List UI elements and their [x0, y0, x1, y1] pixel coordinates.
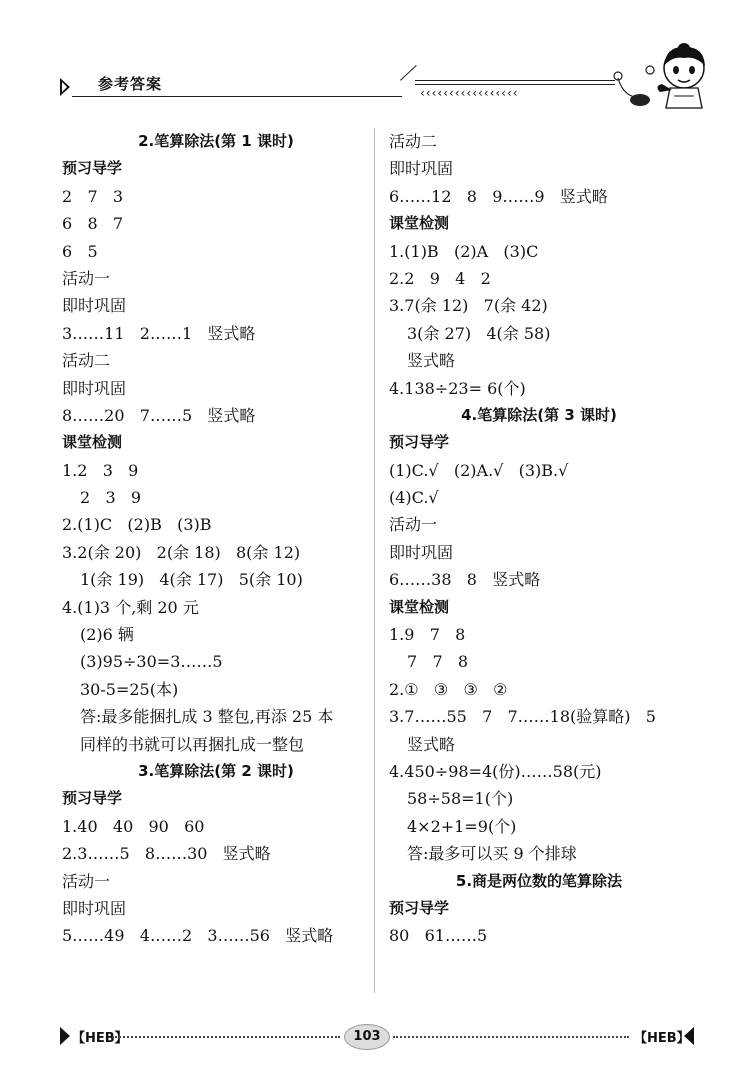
answer-line: 4.(1)3 个,剩 20 元: [62, 597, 199, 617]
answer-line: 竖式略: [407, 351, 456, 371]
answer-line: 2 7 3: [62, 186, 124, 206]
footer-dotted-rule-left: [112, 1036, 340, 1038]
answer-line: 6……38 8 竖式略: [389, 570, 541, 590]
header-rule: [72, 96, 402, 97]
answer-line: 5……49 4……2 3……56 竖式略: [62, 926, 334, 946]
answer-line: (1)C.√ (2)A.√ (3)B.√: [389, 460, 569, 480]
answer-line: 3(余 27) 4(余 58): [407, 323, 551, 343]
footer-tag-left: 【HEB】: [72, 1031, 128, 1046]
answer-line: (3)95÷30=3……5: [80, 652, 223, 672]
answer-line: 30-5=25(本): [80, 679, 179, 699]
answer-line: 活动二: [389, 132, 438, 151]
section-title: 4.笔算除法(第 3 课时): [461, 405, 617, 424]
answer-line: 8……20 7……5 竖式略: [62, 405, 256, 425]
footer-arrow-right-icon: [684, 1027, 694, 1045]
answer-line: 即时巩固: [62, 898, 127, 918]
footer-arrow-icon: [60, 1027, 70, 1045]
answer-line: 活动一: [62, 871, 111, 891]
answer-line: 6……12 8 9……9 竖式略: [389, 186, 608, 206]
answer-line: 答:最多能捆扎成 3 整包,再添 25 本: [80, 707, 334, 727]
answer-line: 2.(1)C (2)B (3)B: [62, 515, 212, 535]
section-title: 2.笔算除法(第 1 课时): [138, 132, 294, 150]
answer-line: 3.7……55 7 7……18(验算略) 5: [389, 707, 656, 727]
answer-line: 2.3……5 8……30 竖式略: [62, 844, 271, 864]
column-divider: [374, 128, 375, 993]
subsection-title: 课堂检测: [389, 597, 450, 616]
answer-line: 答:最多可以买 9 个排球: [407, 844, 577, 864]
section-title: 3.笔算除法(第 2 课时): [138, 761, 294, 780]
answer-line: 1.9 7 8: [389, 625, 466, 645]
answer-line: 6 8 7: [62, 214, 124, 234]
answer-line: 1.40 40 90 60: [62, 816, 205, 836]
answer-line: 3.7(余 12) 7(余 42): [389, 296, 548, 316]
answer-line: 58÷58=1(个): [407, 789, 514, 809]
page-number: 103: [344, 1024, 390, 1050]
answer-line: 3……11 2……1 竖式略: [62, 323, 256, 343]
subsection-title: 预习导学: [62, 159, 123, 178]
answer-line: 4×2+1=9(个): [407, 816, 517, 836]
answer-line: 4.450÷98=4(份)……58(元): [389, 761, 602, 781]
section-title: 5.商是两位数的笔算除法: [455, 871, 623, 890]
answer-line: 2.2 9 4 2: [389, 268, 491, 288]
answer-line: 2 3 9: [80, 488, 142, 508]
left-column: [62, 128, 370, 950]
answer-line: 1.(1)B (2)A (3)C: [389, 241, 539, 261]
answer-line: 1(余 19) 4(余 17) 5(余 10): [80, 570, 303, 590]
header-chevron-row-icon: ‹‹‹‹‹‹‹‹‹‹‹‹‹‹‹‹‹: [420, 86, 519, 100]
answer-line: 即时巩固: [389, 159, 454, 179]
footer-tag-right: 【HEB】: [634, 1031, 690, 1046]
answer-line: 活动一: [389, 515, 438, 535]
header-rule-slant: [400, 65, 417, 81]
answer-line: (2)6 辆: [80, 625, 134, 645]
subsection-title: 预习导学: [62, 789, 123, 808]
footer-dotted-rule-right: [393, 1036, 629, 1038]
answer-line: 即时巩固: [389, 542, 454, 562]
answer-line: 活动二: [62, 351, 111, 371]
header-rule-upper: [415, 80, 615, 81]
subsection-title: 课堂检测: [62, 433, 123, 452]
answer-line: 7 7 8: [407, 652, 469, 672]
subsection-title: 预习导学: [389, 433, 450, 452]
right-column: [389, 128, 689, 950]
header-rule-upper-thin: [415, 84, 615, 85]
answer-line: 同样的书就可以再捆扎成一整包: [80, 734, 305, 754]
header-title: 参考答案: [98, 75, 163, 93]
answer-line: 2.① ③ ③ ②: [389, 679, 508, 699]
answer-line: (4)C.√: [389, 488, 439, 508]
answer-line: 竖式略: [407, 734, 456, 754]
answer-line: 6 5: [62, 241, 98, 261]
answer-line: 活动一: [62, 268, 111, 288]
answer-line: 3.2(余 20) 2(余 18) 8(余 12): [62, 542, 301, 562]
answer-line: 即时巩固: [62, 378, 127, 398]
answer-line: 80 61……5: [389, 926, 488, 946]
answer-line: 4.138÷23= 6(个): [389, 378, 526, 398]
girl-mascot-icon: [610, 42, 720, 117]
subsection-title: 预习导学: [389, 898, 450, 917]
answer-line: 1.2 3 9: [62, 460, 139, 480]
subsection-title: 课堂检测: [389, 214, 450, 233]
header-arrow-inner: [62, 82, 67, 92]
answer-line: 即时巩固: [62, 296, 127, 316]
